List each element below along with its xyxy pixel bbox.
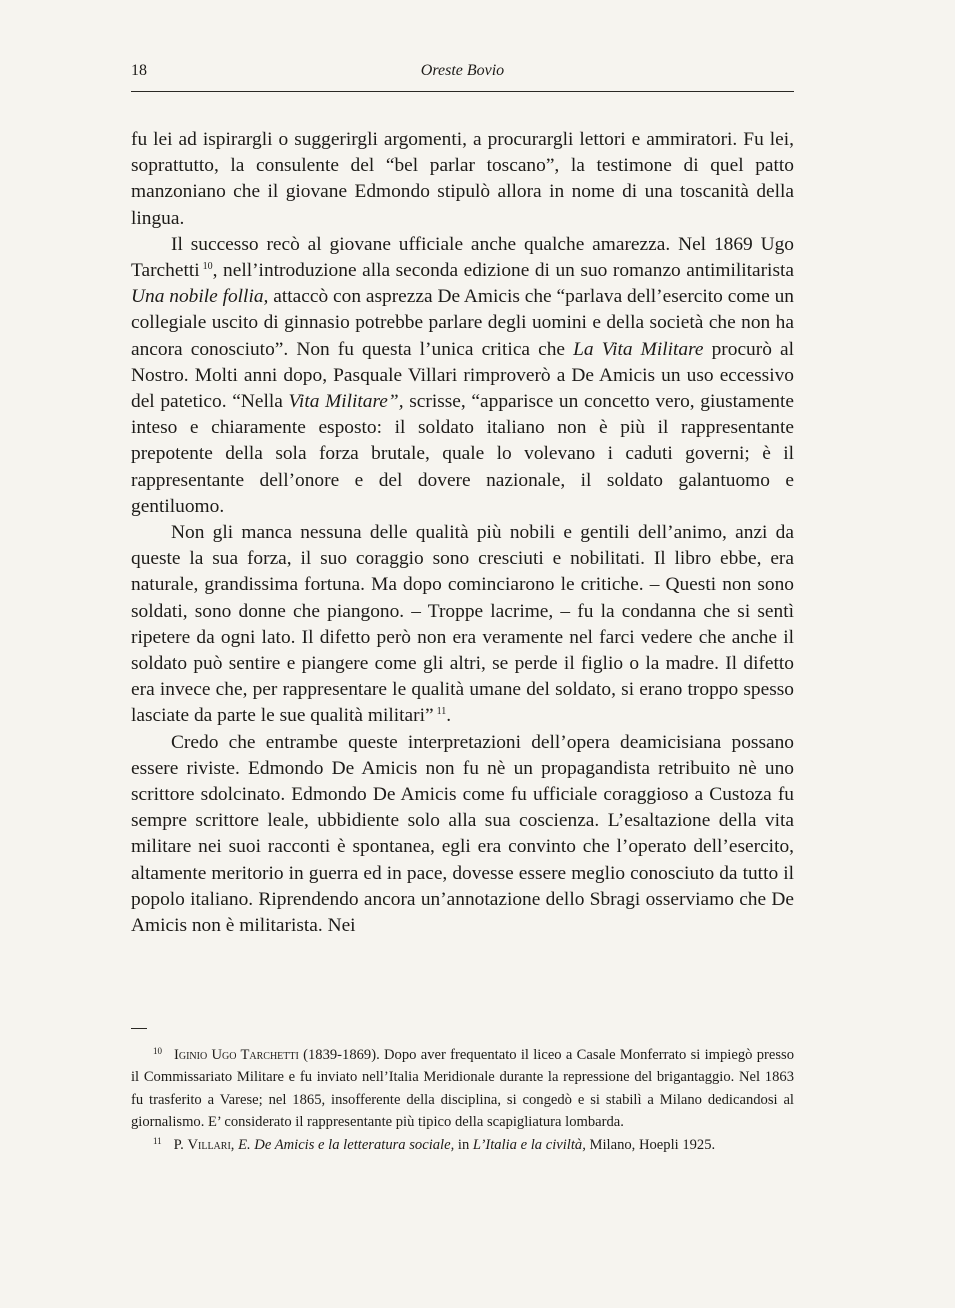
- footnote-11-rest: Milano, Hoepli 1925.: [585, 1136, 716, 1153]
- footnote-11-title: E. De Amicis e la letteratura sociale,: [238, 1136, 455, 1153]
- footnote-11-mark: 11: [153, 1135, 162, 1146]
- paragraph-3: [131, 520, 794, 730]
- footnote-ref-11: 11: [436, 706, 447, 718]
- paragraph-2-part-d: procurò al Nostro. Molti anni dopo, Pasquale Villari rimproverò a De Amicis un uso eccessivo del patetico. “Nella: [131, 338, 794, 413]
- paragraph-3-part-b: .: [446, 705, 452, 727]
- paragraph-3-part-a: Non gli manca nessuna delle qualità più nobili e gentili dell’animo, anzi da queste la sua forza, il suo coraggio sono cresciuti e nobilitati. Il libro ebbe, era naturale, grandissima fortuna. Ma dopo cominciarono le critiche. – Questi non sono soldati, sono donne che piangono. – Troppe lacrime, – fu la condanna che si sentì ripetere da ogni lato. Il difetto però non era veramente nel farci vedere che anche il soldato può sentire e piangere come gli altri, se perde il figlio o la madre. Il difetto era invece che, per rappresentare le qualità umane del soldato, si erano troppo spesso lasciate da parte le sue qualità militari”: [131, 522, 794, 727]
- paragraph-4: Credo che entrambe queste interpretazioni dell’opera deamicisiana possano essere riviste. Edmondo De Amicis non fu nè un propagandista retribuito nè uno scrittore sdolcinato. Edmondo De Amicis come fu ufficiale coraggioso a Custoza fu sempre scrittore leale, ubbidiente solo alla sua coscienza. L’esaltazione della vita militare nei suoi racconti è spontanea, egli era convinto che l’operato dell’esercito, altamente meritorio in guerra ed in pace, dovesse essere meglio conosciuto da tutto il popolo italiano. Riprendendo ancora un’annotazione dello Sbragi osserviamo che De Amicis non è militarista. Nei: [131, 731, 794, 937]
- footnote-rule: [131, 1028, 147, 1029]
- book-title-una-nobile-follia: Una nobile follia,: [131, 286, 269, 308]
- paragraph-2: [131, 232, 794, 520]
- running-head: Oreste Bovio: [420, 62, 505, 79]
- footnote-10-name: Iginio Ugo Tarchetti: [174, 1047, 299, 1063]
- paragraph-2-part-a: Il successo recò al giovane ufficiale anche qualche amarezza. Nel 1869 Ugo Tarchetti: [131, 233, 794, 282]
- book-title-la-vita-militare: La Vita Militare: [573, 338, 704, 360]
- footnote-10: [131, 1044, 794, 1134]
- footnote-10-text: (1839-1869). Dopo aver frequentato il liceo a Casale Monferrato si impiegò presso il Commissariato Militare e fu inviato nell’Italia Meridionale durante la repressione del brigantaggio. Nel 1863 fu trasferito a Varese; nel 1865, insofferente della disciplina, si congedò e si stabilì a Milano dedicandosi al giornalismo. E’ considerato il rappresentante più tipico della scapigliatura lombarda.: [131, 1047, 794, 1131]
- footnote-11-author: Villari: [187, 1136, 231, 1153]
- footnote-11-journal: L’Italia e la civiltà,: [472, 1136, 586, 1153]
- paragraph-1: fu lei ad ispirargli o suggerirgli argomenti, a procurargli lettori e ammiratori. Fu lei, soprattutto, la consulente del “bel parlar toscano”, la testimone di quel patto manzoniano che il giovane Edmondo stipulò allora in nome di una toscanità della lingua.: [131, 129, 794, 229]
- header-rule: [131, 91, 794, 92]
- page-header: [131, 58, 794, 84]
- footnote-ref-10: 10: [202, 261, 213, 273]
- paragraph-2-part-c: attaccò con asprezza De Amicis che “parlava dell’esercito come un collegiale uscito di ginnasio potrebbe parlare degli uomini e della società che non ha ancora conosciuto”. Non fu questa l’unica critica che: [131, 286, 794, 360]
- footnote-11: [131, 1134, 794, 1156]
- paragraph-2-part-b: , nell’introduzione alla seconda edizione di un suo romanzo antimilitarista: [212, 260, 794, 282]
- page-number: 18: [131, 62, 147, 79]
- footnote-11-sep: ,: [230, 1136, 239, 1153]
- book-title-vita-militare: Vita Militare”,: [288, 391, 404, 413]
- footnote-11-author-initial: P.: [173, 1136, 188, 1153]
- footnote-11-mid: in: [454, 1136, 473, 1153]
- footnote-10-mark: 10: [153, 1046, 162, 1056]
- paragraph-2-part-e: scrisse, “apparisce un concetto vero, giustamente inteso e chiaramente esposto: il soldato italiano non è più il rappresentante prepotente della sola forza brutale, quale lo volevano i caduti governi; è il rappresentante dell’onore e del dovere nazionale, il soldato galantuomo e gentiluomo.: [131, 391, 794, 517]
- body-text: [131, 127, 794, 939]
- footnotes: [131, 1044, 794, 1156]
